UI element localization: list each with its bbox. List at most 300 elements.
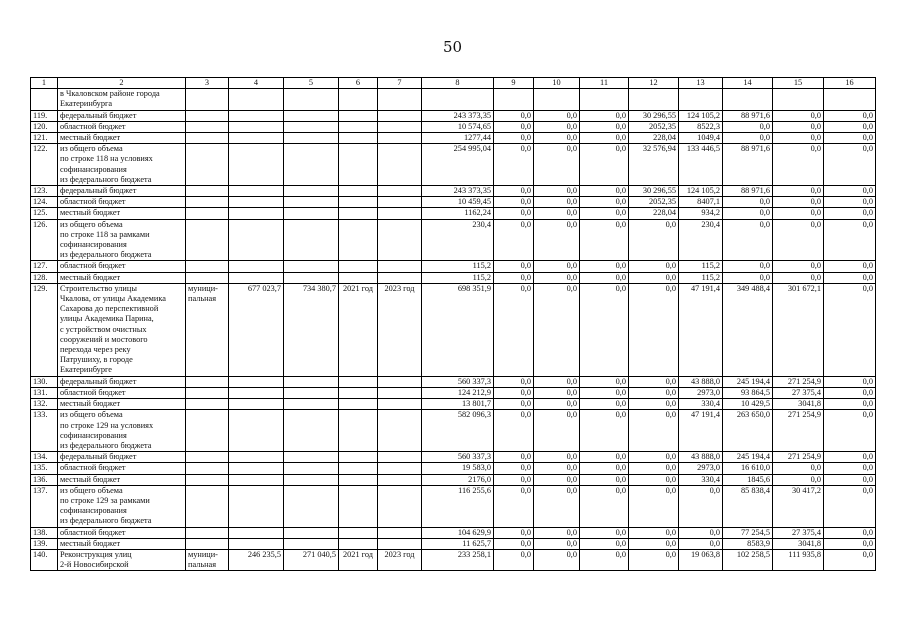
amount-cell: 0,0 xyxy=(773,186,824,197)
year-cell xyxy=(339,121,378,132)
amount-cell: 271 040,5 xyxy=(284,549,339,570)
amount-cell: 0,0 xyxy=(773,272,824,283)
amount-cell xyxy=(284,144,339,186)
amount-cell: 0,0 xyxy=(629,474,679,485)
amount-cell: 560 337,3 xyxy=(422,376,494,387)
amount-cell: 0,0 xyxy=(494,272,534,283)
table-row xyxy=(31,186,876,197)
amount-cell: 0,0 xyxy=(534,110,580,121)
year-cell xyxy=(378,527,422,538)
amount-cell xyxy=(284,121,339,132)
amount-cell: 1162,24 xyxy=(422,208,494,219)
amount-cell: 1049,4 xyxy=(679,133,723,144)
row-index-cell: 120. xyxy=(31,121,58,132)
row-index-cell: 128. xyxy=(31,272,58,283)
year-cell xyxy=(339,474,378,485)
table-row xyxy=(31,283,876,376)
amount-cell: 0,0 xyxy=(580,376,629,387)
year-cell xyxy=(378,208,422,219)
amount-cell: 0,0 xyxy=(534,410,580,452)
ownership-cell xyxy=(186,110,229,121)
description-cell: из общего объема по строке 118 за рамками софинансирования из федерального бюджета xyxy=(58,219,186,261)
amount-cell: 27 375,4 xyxy=(773,527,824,538)
amount-cell: 0,0 xyxy=(679,485,723,527)
year-cell xyxy=(339,110,378,121)
ownership-cell xyxy=(186,538,229,549)
amount-cell: 0,0 xyxy=(629,463,679,474)
amount-cell: 47 191,4 xyxy=(679,283,723,376)
amount-cell: 2052,35 xyxy=(629,121,679,132)
table-row xyxy=(31,463,876,474)
year-cell xyxy=(339,463,378,474)
amount-cell: 32 576,94 xyxy=(629,144,679,186)
amount-cell: 0,0 xyxy=(723,121,773,132)
amount-cell: 115,2 xyxy=(679,272,723,283)
amount-cell xyxy=(284,485,339,527)
amount-cell: 13 801,7 xyxy=(422,399,494,410)
amount-cell: 330,4 xyxy=(679,474,723,485)
column-number-2: 2 xyxy=(58,78,186,89)
amount-cell: 133 446,5 xyxy=(679,144,723,186)
table-row xyxy=(31,474,876,485)
amount-cell: 88 971,6 xyxy=(723,186,773,197)
amount-cell: 0,0 xyxy=(494,186,534,197)
year-cell xyxy=(378,121,422,132)
amount-cell: 88 971,6 xyxy=(723,144,773,186)
year-cell xyxy=(339,399,378,410)
description-cell: местный бюджет xyxy=(58,272,186,283)
amount-cell: 0,0 xyxy=(629,399,679,410)
amount-cell xyxy=(229,410,284,452)
row-index-cell: 133. xyxy=(31,410,58,452)
column-number-12: 12 xyxy=(629,78,679,89)
column-number-10: 10 xyxy=(534,78,580,89)
year-cell: 2021 год xyxy=(339,549,378,570)
amount-cell: 246 235,5 xyxy=(229,549,284,570)
amount-cell: 0,0 xyxy=(534,121,580,132)
row-index-cell: 134. xyxy=(31,452,58,463)
row-index-cell: 125. xyxy=(31,208,58,219)
description-cell: федеральный бюджет xyxy=(58,110,186,121)
amount-cell: 0,0 xyxy=(580,133,629,144)
amount-cell: 0,0 xyxy=(773,208,824,219)
ownership-cell xyxy=(186,452,229,463)
amount-cell: 0,0 xyxy=(580,387,629,398)
amount-cell: 0,0 xyxy=(534,527,580,538)
amount-cell: 0,0 xyxy=(534,452,580,463)
ownership-cell xyxy=(186,133,229,144)
amount-cell: 2176,0 xyxy=(422,474,494,485)
amount-cell xyxy=(229,219,284,261)
amount-cell: 0,0 xyxy=(723,261,773,272)
amount-cell xyxy=(773,89,824,110)
description-cell: Строительство улицы Чкалова, от улицы Академика Сахарова до перспективной улицы Академика Парина, с устройством очистных сооружений и мостового перехода через реку Патрушиху, в городе Екатеринбурге xyxy=(58,283,186,376)
amount-cell: 0,0 xyxy=(773,144,824,186)
amount-cell: 2973,0 xyxy=(679,463,723,474)
amount-cell: 0,0 xyxy=(494,527,534,538)
year-cell xyxy=(378,272,422,283)
table-row xyxy=(31,376,876,387)
amount-cell: 115,2 xyxy=(422,261,494,272)
amount-cell: 0,0 xyxy=(494,110,534,121)
table-row xyxy=(31,144,876,186)
amount-cell: 0,0 xyxy=(580,452,629,463)
amount-cell: 233 258,1 xyxy=(422,549,494,570)
amount-cell: 0,0 xyxy=(580,399,629,410)
amount-cell xyxy=(284,133,339,144)
amount-cell: 0,0 xyxy=(534,186,580,197)
amount-cell xyxy=(229,133,284,144)
row-index-cell: 136. xyxy=(31,474,58,485)
amount-cell xyxy=(284,527,339,538)
amount-cell: 0,0 xyxy=(679,538,723,549)
amount-cell: 0,0 xyxy=(773,463,824,474)
amount-cell: 1277,44 xyxy=(422,133,494,144)
amount-cell: 88 971,6 xyxy=(723,110,773,121)
amount-cell: 0,0 xyxy=(534,399,580,410)
amount-cell xyxy=(580,89,629,110)
amount-cell: 349 488,4 xyxy=(723,283,773,376)
amount-cell: 0,0 xyxy=(534,272,580,283)
year-cell xyxy=(378,133,422,144)
amount-cell: 0,0 xyxy=(534,283,580,376)
amount-cell xyxy=(284,261,339,272)
table-row xyxy=(31,219,876,261)
amount-cell: 0,0 xyxy=(824,110,876,121)
amount-cell: 301 672,1 xyxy=(773,283,824,376)
ownership-cell xyxy=(186,410,229,452)
amount-cell: 2973,0 xyxy=(679,387,723,398)
amount-cell xyxy=(229,197,284,208)
amount-cell: 0,0 xyxy=(494,399,534,410)
column-number-5: 5 xyxy=(284,78,339,89)
column-number-15: 15 xyxy=(773,78,824,89)
column-number-8: 8 xyxy=(422,78,494,89)
amount-cell xyxy=(229,89,284,110)
row-index-cell: 126. xyxy=(31,219,58,261)
column-number-4: 4 xyxy=(229,78,284,89)
year-cell xyxy=(339,89,378,110)
column-number-9: 9 xyxy=(494,78,534,89)
amount-cell: 124 105,2 xyxy=(679,186,723,197)
amount-cell xyxy=(284,452,339,463)
amount-cell: 0,0 xyxy=(824,144,876,186)
amount-cell: 271 254,9 xyxy=(773,376,824,387)
description-cell: местный бюджет xyxy=(58,133,186,144)
amount-cell: 0,0 xyxy=(824,485,876,527)
amount-cell xyxy=(284,197,339,208)
amount-cell: 263 650,0 xyxy=(723,410,773,452)
amount-cell: 77 254,5 xyxy=(723,527,773,538)
amount-cell: 0,0 xyxy=(580,110,629,121)
amount-cell: 0,0 xyxy=(773,219,824,261)
table-row xyxy=(31,121,876,132)
amount-cell: 0,0 xyxy=(629,387,679,398)
row-index-cell: 122. xyxy=(31,144,58,186)
year-cell xyxy=(339,144,378,186)
amount-cell: 30 296,55 xyxy=(629,110,679,121)
amount-cell: 0,0 xyxy=(824,219,876,261)
amount-cell: 0,0 xyxy=(824,261,876,272)
description-cell: из общего объема по строке 129 на условиях софинансирования из федерального бюджета xyxy=(58,410,186,452)
description-cell: из общего объема по строке 118 на условиях софинансирования из федерального бюджета xyxy=(58,144,186,186)
amount-cell: 0,0 xyxy=(723,133,773,144)
amount-cell: 0,0 xyxy=(629,538,679,549)
year-cell xyxy=(378,474,422,485)
amount-cell xyxy=(284,376,339,387)
amount-cell: 0,0 xyxy=(494,144,534,186)
amount-cell xyxy=(284,410,339,452)
year-cell xyxy=(378,399,422,410)
amount-cell: 0,0 xyxy=(629,527,679,538)
amount-cell: 230,4 xyxy=(679,219,723,261)
amount-cell: 0,0 xyxy=(773,110,824,121)
amount-cell xyxy=(229,387,284,398)
amount-cell: 43 888,0 xyxy=(679,376,723,387)
year-cell xyxy=(378,89,422,110)
amount-cell: 8407,1 xyxy=(679,197,723,208)
year-cell xyxy=(378,387,422,398)
amount-cell: 0,0 xyxy=(580,463,629,474)
table-row xyxy=(31,89,876,110)
amount-cell: 0,0 xyxy=(534,549,580,570)
amount-cell xyxy=(229,485,284,527)
amount-cell: 0,0 xyxy=(824,283,876,376)
column-number-6: 6 xyxy=(339,78,378,89)
amount-cell xyxy=(229,474,284,485)
row-index-cell: 140. xyxy=(31,549,58,570)
year-cell xyxy=(378,538,422,549)
amount-cell: 0,0 xyxy=(580,538,629,549)
amount-cell: 0,0 xyxy=(580,219,629,261)
table-row xyxy=(31,133,876,144)
amount-cell: 0,0 xyxy=(580,474,629,485)
row-index-cell: 138. xyxy=(31,527,58,538)
table-body xyxy=(31,78,876,571)
ownership-cell xyxy=(186,197,229,208)
amount-cell: 330,4 xyxy=(679,399,723,410)
ownership-cell xyxy=(186,474,229,485)
amount-cell: 677 023,7 xyxy=(229,283,284,376)
amount-cell: 0,0 xyxy=(629,272,679,283)
amount-cell xyxy=(229,186,284,197)
amount-cell: 698 351,9 xyxy=(422,283,494,376)
amount-cell: 0,0 xyxy=(494,463,534,474)
amount-cell: 0,0 xyxy=(580,208,629,219)
amount-cell: 0,0 xyxy=(824,133,876,144)
amount-cell: 0,0 xyxy=(580,144,629,186)
column-number-16: 16 xyxy=(824,78,876,89)
row-index-cell: 119. xyxy=(31,110,58,121)
amount-cell: 124 212,9 xyxy=(422,387,494,398)
description-cell: местный бюджет xyxy=(58,538,186,549)
amount-cell: 582 096,3 xyxy=(422,410,494,452)
table-row xyxy=(31,538,876,549)
table-row xyxy=(31,399,876,410)
description-cell: Реконструкция улиц 2-й Новосибирской xyxy=(58,549,186,570)
amount-cell: 10 459,45 xyxy=(422,197,494,208)
row-index-cell: 124. xyxy=(31,197,58,208)
amount-cell: 0,0 xyxy=(534,261,580,272)
amount-cell: 0,0 xyxy=(534,133,580,144)
amount-cell: 0,0 xyxy=(773,133,824,144)
amount-cell: 0,0 xyxy=(534,376,580,387)
amount-cell: 0,0 xyxy=(824,121,876,132)
amount-cell: 104 629,9 xyxy=(422,527,494,538)
amount-cell: 1845,6 xyxy=(723,474,773,485)
amount-cell: 124 105,2 xyxy=(679,110,723,121)
description-cell: областной бюджет xyxy=(58,261,186,272)
amount-cell: 0,0 xyxy=(580,197,629,208)
amount-cell: 115,2 xyxy=(679,261,723,272)
amount-cell: 0,0 xyxy=(534,197,580,208)
amount-cell xyxy=(229,121,284,132)
amount-cell: 0,0 xyxy=(534,387,580,398)
amount-cell xyxy=(229,463,284,474)
amount-cell: 0,0 xyxy=(534,208,580,219)
budget-table xyxy=(30,77,876,571)
amount-cell: 0,0 xyxy=(494,538,534,549)
column-number-row xyxy=(31,78,876,89)
amount-cell xyxy=(284,538,339,549)
ownership-cell xyxy=(186,208,229,219)
ownership-cell xyxy=(186,144,229,186)
year-cell: 2021 год xyxy=(339,283,378,376)
amount-cell: 0,0 xyxy=(580,121,629,132)
amount-cell: 0,0 xyxy=(534,463,580,474)
row-index-cell xyxy=(31,89,58,110)
column-number-1: 1 xyxy=(31,78,58,89)
amount-cell xyxy=(229,452,284,463)
amount-cell: 0,0 xyxy=(629,261,679,272)
year-cell xyxy=(339,197,378,208)
amount-cell: 0,0 xyxy=(494,283,534,376)
amount-cell: 85 838,4 xyxy=(723,485,773,527)
amount-cell xyxy=(284,387,339,398)
row-index-cell: 129. xyxy=(31,283,58,376)
amount-cell: 0,0 xyxy=(534,474,580,485)
amount-cell xyxy=(723,89,773,110)
amount-cell xyxy=(229,144,284,186)
year-cell xyxy=(339,133,378,144)
amount-cell: 934,2 xyxy=(679,208,723,219)
amount-cell xyxy=(229,261,284,272)
amount-cell: 0,0 xyxy=(494,133,534,144)
column-number-3: 3 xyxy=(186,78,229,89)
amount-cell: 0,0 xyxy=(679,527,723,538)
amount-cell xyxy=(284,272,339,283)
row-index-cell: 137. xyxy=(31,485,58,527)
table-row xyxy=(31,197,876,208)
amount-cell: 3041,8 xyxy=(773,538,824,549)
year-cell xyxy=(378,197,422,208)
ownership-cell xyxy=(186,485,229,527)
ownership-cell xyxy=(186,186,229,197)
description-cell: федеральный бюджет xyxy=(58,376,186,387)
amount-cell: 0,0 xyxy=(824,399,876,410)
amount-cell: 0,0 xyxy=(580,410,629,452)
amount-cell: 10 429,5 xyxy=(723,399,773,410)
amount-cell xyxy=(229,538,284,549)
year-cell xyxy=(339,452,378,463)
year-cell xyxy=(378,452,422,463)
amount-cell: 0,0 xyxy=(824,538,876,549)
row-index-cell: 123. xyxy=(31,186,58,197)
year-cell xyxy=(378,410,422,452)
year-cell xyxy=(339,410,378,452)
amount-cell xyxy=(284,474,339,485)
amount-cell: 0,0 xyxy=(494,387,534,398)
amount-cell xyxy=(284,463,339,474)
description-cell: областной бюджет xyxy=(58,387,186,398)
column-number-14: 14 xyxy=(723,78,773,89)
description-cell: из общего объема по строке 129 за рамками софинансирования из федерального бюджета xyxy=(58,485,186,527)
amount-cell: 0,0 xyxy=(723,208,773,219)
amount-cell xyxy=(229,110,284,121)
table-row xyxy=(31,261,876,272)
year-cell xyxy=(378,463,422,474)
amount-cell: 0,0 xyxy=(494,197,534,208)
amount-cell: 102 258,5 xyxy=(723,549,773,570)
table-row xyxy=(31,549,876,570)
year-cell xyxy=(378,186,422,197)
row-index-cell: 139. xyxy=(31,538,58,549)
year-cell xyxy=(339,272,378,283)
description-cell: областной бюджет xyxy=(58,463,186,474)
row-index-cell: 135. xyxy=(31,463,58,474)
amount-cell: 93 864,5 xyxy=(723,387,773,398)
row-index-cell: 131. xyxy=(31,387,58,398)
description-cell: в Чкаловском районе города Екатеринбурга xyxy=(58,89,186,110)
amount-cell: 560 337,3 xyxy=(422,452,494,463)
amount-cell xyxy=(824,89,876,110)
amount-cell xyxy=(229,376,284,387)
amount-cell: 19 583,0 xyxy=(422,463,494,474)
amount-cell xyxy=(229,272,284,283)
year-cell xyxy=(378,144,422,186)
amount-cell: 0,0 xyxy=(723,197,773,208)
amount-cell xyxy=(629,89,679,110)
year-cell xyxy=(339,208,378,219)
amount-cell: 116 255,6 xyxy=(422,485,494,527)
amount-cell: 0,0 xyxy=(534,485,580,527)
amount-cell: 0,0 xyxy=(723,219,773,261)
description-cell: областной бюджет xyxy=(58,197,186,208)
amount-cell: 0,0 xyxy=(773,474,824,485)
amount-cell: 245 194,4 xyxy=(723,452,773,463)
amount-cell: 8583,9 xyxy=(723,538,773,549)
amount-cell: 0,0 xyxy=(824,186,876,197)
amount-cell xyxy=(534,89,580,110)
year-cell: 2023 год xyxy=(378,549,422,570)
amount-cell xyxy=(229,399,284,410)
amount-cell: 0,0 xyxy=(629,410,679,452)
amount-cell: 0,0 xyxy=(629,485,679,527)
ownership-cell xyxy=(186,387,229,398)
ownership-cell xyxy=(186,261,229,272)
year-cell xyxy=(339,538,378,549)
amount-cell: 115,2 xyxy=(422,272,494,283)
table-row xyxy=(31,452,876,463)
column-number-7: 7 xyxy=(378,78,422,89)
year-cell xyxy=(339,261,378,272)
amount-cell: 0,0 xyxy=(580,527,629,538)
ownership-cell xyxy=(186,463,229,474)
column-number-11: 11 xyxy=(580,78,629,89)
amount-cell: 0,0 xyxy=(494,376,534,387)
amount-cell: 0,0 xyxy=(824,452,876,463)
amount-cell: 0,0 xyxy=(629,283,679,376)
